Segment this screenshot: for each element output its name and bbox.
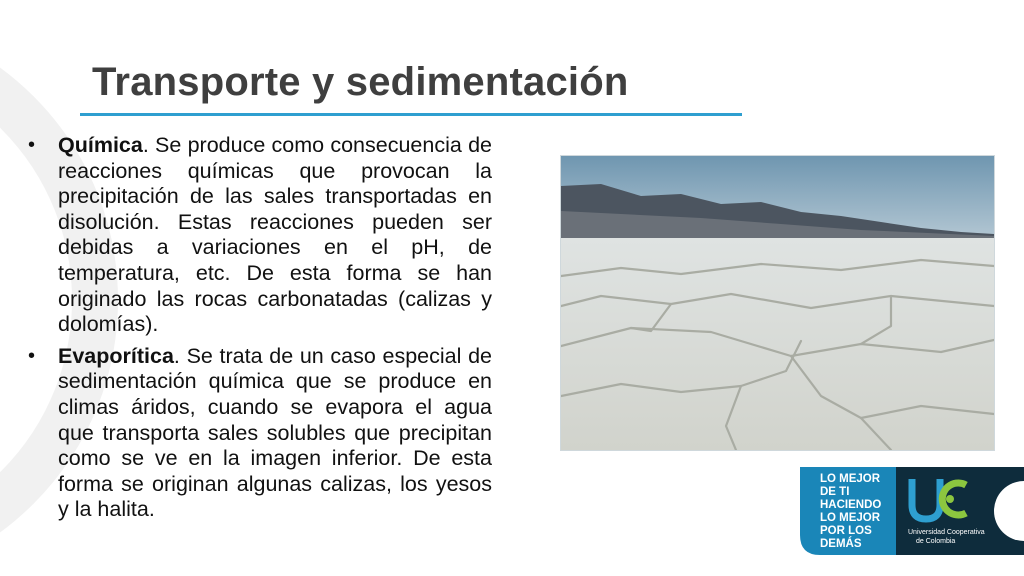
slide-title: Transporte y sedimentación	[92, 60, 629, 104]
university-logo	[800, 467, 1024, 560]
bullet-text	[58, 344, 492, 523]
university-logo-graphic	[800, 467, 1024, 555]
bullet-body: . Se trata de un caso especial de sedimentación química que se produce en climas áridos, cuando se evapora el agua que transporta sales solubles que precipitan como se ve en la imagen inferior. De esta forma se originan algunas calizas, los yesos y la halita.	[58, 343, 492, 522]
slogan-line: POR LOS	[820, 525, 872, 537]
bullet-list	[28, 133, 492, 529]
bullet-item-evaporitica	[28, 344, 492, 523]
slogan-line: LO MEJOR	[820, 512, 881, 524]
bullet-dot-icon: •	[28, 344, 36, 367]
salt-flat-photo	[560, 155, 995, 451]
bullet-term: Química	[58, 133, 143, 157]
bullet-text	[58, 133, 492, 338]
university-name-line1: Universidad Cooperativa	[908, 529, 985, 536]
bullet-dot-icon: •	[28, 134, 36, 156]
title-underline	[80, 113, 742, 116]
slogan-line: DE TI	[820, 486, 850, 498]
slogan-line: LO MEJOR	[820, 473, 881, 485]
university-name-line2: de Colombia	[916, 538, 956, 545]
bullet-item-quimica	[28, 133, 492, 338]
bullet-term: Evaporítica	[58, 343, 174, 368]
slogan-line: DEMÁS	[820, 538, 862, 550]
slogan-line: HACIENDO	[820, 499, 882, 511]
bullet-body: . Se produce como consecuencia de reacciones químicas que provocan la precipitación de las sales transportadas en disolución. Estas reacciones pueden ser debidas a variaciones en el pH, de temperatura, etc. De esta forma se han originado las rocas carbonatadas (calizas y dolomías).	[58, 133, 492, 337]
